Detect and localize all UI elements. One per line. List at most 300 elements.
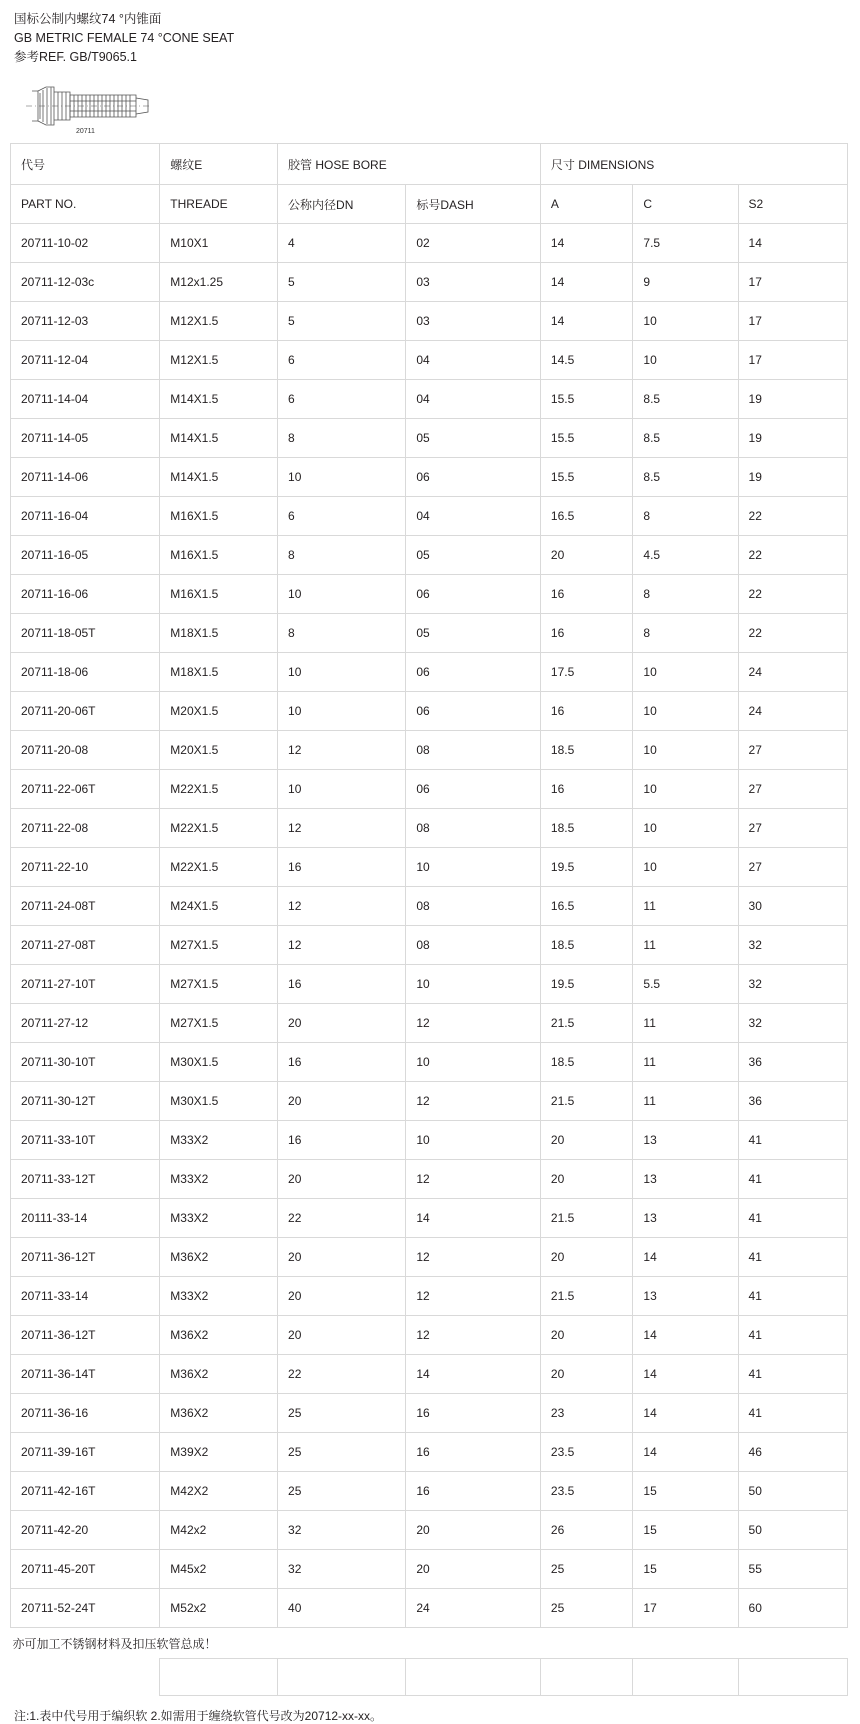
- table-row: [11, 614, 848, 653]
- title-block: [10, 10, 850, 67]
- cell-s2: 32: [738, 1004, 847, 1043]
- cell-part-no: 20711-30-12T: [11, 1082, 160, 1121]
- table-note-row: [11, 1628, 848, 1659]
- cell-a: 15.5: [540, 380, 633, 419]
- header-dash: 标号DASH: [406, 185, 541, 224]
- cell-dash: 05: [406, 536, 541, 575]
- cell-a: 15.5: [540, 458, 633, 497]
- cell-a: 20: [540, 1238, 633, 1277]
- cell-c: 8.5: [633, 380, 738, 419]
- cell-c: 14: [633, 1355, 738, 1394]
- cell-part-no: 20711-36-12T: [11, 1238, 160, 1277]
- cell-thread: M33X2: [160, 1199, 278, 1238]
- cell-part-no: 20711-22-08: [11, 809, 160, 848]
- cell-a: 21.5: [540, 1004, 633, 1043]
- cell-thread: M10X1: [160, 224, 278, 263]
- cell-thread: M33X2: [160, 1160, 278, 1199]
- cell-dash: 24: [406, 1589, 541, 1628]
- cell-dn: 20: [278, 1316, 406, 1355]
- cell-dash: 06: [406, 653, 541, 692]
- fitting-drawing: [10, 67, 850, 139]
- cell-part-no: 20711-10-02: [11, 224, 160, 263]
- cell-part-no: 20711-22-06T: [11, 770, 160, 809]
- empty-cell: [738, 1628, 847, 1659]
- cell-c: 8.5: [633, 458, 738, 497]
- cell-thread: M22X1.5: [160, 809, 278, 848]
- cell-s2: 24: [738, 692, 847, 731]
- cell-c: 4.5: [633, 536, 738, 575]
- empty-cell: [540, 1628, 633, 1659]
- cell-part-no: 20711-22-10: [11, 848, 160, 887]
- table-row: [11, 224, 848, 263]
- cell-a: 20: [540, 1121, 633, 1160]
- table-row: [11, 497, 848, 536]
- cell-c: 14: [633, 1238, 738, 1277]
- cell-thread: M14X1.5: [160, 380, 278, 419]
- cell-dn: 25: [278, 1394, 406, 1433]
- cell-thread: M33X2: [160, 1121, 278, 1160]
- cell-dash: 05: [406, 419, 541, 458]
- cell-s2: 50: [738, 1511, 847, 1550]
- cell-dash: 12: [406, 1160, 541, 1199]
- cell-a: 17.5: [540, 653, 633, 692]
- cell-s2: 22: [738, 614, 847, 653]
- header-thread-group: 螺纹E: [160, 144, 278, 185]
- cell-s2: 22: [738, 575, 847, 614]
- cell-dash: 16: [406, 1394, 541, 1433]
- cell-a: 20: [540, 1316, 633, 1355]
- cell-c: 10: [633, 653, 738, 692]
- cell-part-no: 20711-27-12: [11, 1004, 160, 1043]
- cell-thread: M12X1.5: [160, 302, 278, 341]
- cell-part-no: 20711-42-16T: [11, 1472, 160, 1511]
- cell-thread: M33X2: [160, 1277, 278, 1316]
- table-row: [11, 1238, 848, 1277]
- cell-part-no: 20711-36-16: [11, 1394, 160, 1433]
- cell-c: 10: [633, 809, 738, 848]
- cell-dn: 20: [278, 1238, 406, 1277]
- cell-dn: 20: [278, 1277, 406, 1316]
- cell-dn: 8: [278, 614, 406, 653]
- cell-dn: 20: [278, 1082, 406, 1121]
- table-row: [11, 653, 848, 692]
- cell-part-no: 20711-33-10T: [11, 1121, 160, 1160]
- cell-dn: 5: [278, 263, 406, 302]
- cell-part-no: 20711-27-10T: [11, 965, 160, 1004]
- cell-part-no: 20711-14-06: [11, 458, 160, 497]
- cell-dash: 10: [406, 848, 541, 887]
- cell-a: 19.5: [540, 965, 633, 1004]
- cell-dn: 10: [278, 458, 406, 497]
- cell-part-no: 20711-39-16T: [11, 1433, 160, 1472]
- table-row: [11, 302, 848, 341]
- cell-dn: 6: [278, 341, 406, 380]
- cell-a: 16.5: [540, 887, 633, 926]
- figure-label: 20711: [76, 128, 95, 135]
- cell-c: 10: [633, 302, 738, 341]
- cell-a: 14.5: [540, 341, 633, 380]
- cell-a: 18.5: [540, 1043, 633, 1082]
- table-row: [11, 1121, 848, 1160]
- cell-c: 13: [633, 1277, 738, 1316]
- cell-thread: M16X1.5: [160, 497, 278, 536]
- cell-thread: M18X1.5: [160, 614, 278, 653]
- cell-thread: M30X1.5: [160, 1043, 278, 1082]
- cell-s2: 55: [738, 1550, 847, 1589]
- cell-c: 11: [633, 1043, 738, 1082]
- table-row: [11, 1277, 848, 1316]
- cell-dash: 10: [406, 1043, 541, 1082]
- cell-dash: 10: [406, 1121, 541, 1160]
- header-a: A: [540, 185, 633, 224]
- cell-dn: 20: [278, 1004, 406, 1043]
- cell-s2: 46: [738, 1433, 847, 1472]
- cell-s2: 36: [738, 1043, 847, 1082]
- cell-c: 11: [633, 887, 738, 926]
- table-row: [11, 731, 848, 770]
- table-row: [11, 1589, 848, 1628]
- cell-c: 10: [633, 341, 738, 380]
- table-row: [11, 1199, 848, 1238]
- cell-a: 14: [540, 224, 633, 263]
- cell-thread: M20X1.5: [160, 692, 278, 731]
- cell-c: 14: [633, 1394, 738, 1433]
- empty-cell: [278, 1628, 406, 1659]
- cell-c: 8.5: [633, 419, 738, 458]
- table-blank-row: [11, 1659, 848, 1696]
- cell-dash: 03: [406, 263, 541, 302]
- cell-thread: M18X1.5: [160, 653, 278, 692]
- cell-s2: 50: [738, 1472, 847, 1511]
- cell-thread: M12x1.25: [160, 263, 278, 302]
- reference-standard: 参考REF. GB/T9065.1: [14, 50, 137, 64]
- cell-dash: 16: [406, 1433, 541, 1472]
- cell-thread: M36X2: [160, 1238, 278, 1277]
- cell-thread: M39X2: [160, 1433, 278, 1472]
- cell-dn: 16: [278, 1043, 406, 1082]
- cell-a: 25: [540, 1550, 633, 1589]
- cell-dn: 5: [278, 302, 406, 341]
- cell-dn: 10: [278, 653, 406, 692]
- table-row: [11, 1433, 848, 1472]
- header-hose-bore-group: 胶管 HOSE BORE: [278, 144, 541, 185]
- cell-c: 15: [633, 1550, 738, 1589]
- empty-cell: [633, 1628, 738, 1659]
- cell-thread: M36X2: [160, 1355, 278, 1394]
- cell-part-no: 20711-12-03c: [11, 263, 160, 302]
- cell-c: 17: [633, 1589, 738, 1628]
- table-row: [11, 575, 848, 614]
- cell-c: 10: [633, 848, 738, 887]
- cell-thread: M27X1.5: [160, 926, 278, 965]
- cell-s2: 27: [738, 848, 847, 887]
- cell-c: 15: [633, 1472, 738, 1511]
- cell-c: 11: [633, 1082, 738, 1121]
- cell-dn: 12: [278, 887, 406, 926]
- cell-thread: M24X1.5: [160, 887, 278, 926]
- cell-c: 13: [633, 1160, 738, 1199]
- cell-a: 18.5: [540, 731, 633, 770]
- cell-s2: 17: [738, 263, 847, 302]
- table-row: [11, 1394, 848, 1433]
- fitting-diagram-icon: [24, 75, 154, 137]
- cell-c: 9: [633, 263, 738, 302]
- cell-s2: 41: [738, 1121, 847, 1160]
- cell-c: 11: [633, 1004, 738, 1043]
- cell-dash: 12: [406, 1004, 541, 1043]
- cell-dash: 12: [406, 1316, 541, 1355]
- cell-dash: 08: [406, 731, 541, 770]
- title-cn: 国标公制内螺纹74 °内锥面: [14, 12, 162, 26]
- header-dn: 公称内径DN: [278, 185, 406, 224]
- cell-c: 14: [633, 1316, 738, 1355]
- header-part-no: PART NO.: [11, 185, 160, 224]
- table-row: [11, 1043, 848, 1082]
- cell-dn: 20: [278, 1160, 406, 1199]
- table-row: [11, 1550, 848, 1589]
- cell-a: 16: [540, 575, 633, 614]
- cell-thread: M16X1.5: [160, 575, 278, 614]
- cell-thread: M22X1.5: [160, 848, 278, 887]
- cell-a: 25: [540, 1589, 633, 1628]
- cell-c: 11: [633, 926, 738, 965]
- cell-part-no: 20711-12-04: [11, 341, 160, 380]
- cell-dn: 12: [278, 926, 406, 965]
- cell-s2: 17: [738, 341, 847, 380]
- table-row: [11, 965, 848, 1004]
- cell-c: 10: [633, 731, 738, 770]
- cell-part-no: 20711-30-10T: [11, 1043, 160, 1082]
- cell-a: 18.5: [540, 926, 633, 965]
- cell-thread: M14X1.5: [160, 458, 278, 497]
- table-row: [11, 536, 848, 575]
- cell-s2: 19: [738, 380, 847, 419]
- cell-thread: M14X1.5: [160, 419, 278, 458]
- cell-a: 15.5: [540, 419, 633, 458]
- table-row: [11, 1511, 848, 1550]
- cell-dash: 05: [406, 614, 541, 653]
- specification-table: [10, 143, 848, 1696]
- cell-dash: 02: [406, 224, 541, 263]
- cell-dash: 10: [406, 965, 541, 1004]
- cell-part-no: 20711-14-04: [11, 380, 160, 419]
- cell-part-no: 20711-16-05: [11, 536, 160, 575]
- cell-s2: 41: [738, 1238, 847, 1277]
- cell-dash: 20: [406, 1511, 541, 1550]
- cell-s2: 30: [738, 887, 847, 926]
- header-part-group: 代号: [11, 144, 160, 185]
- cell-dash: 12: [406, 1238, 541, 1277]
- cell-dash: 04: [406, 380, 541, 419]
- cell-a: 23: [540, 1394, 633, 1433]
- cell-dash: 20: [406, 1550, 541, 1589]
- table-row: [11, 1355, 848, 1394]
- cell-s2: 27: [738, 731, 847, 770]
- cell-s2: 19: [738, 419, 847, 458]
- table-row: [11, 809, 848, 848]
- cell-s2: 41: [738, 1394, 847, 1433]
- cell-a: 21.5: [540, 1199, 633, 1238]
- cell-c: 10: [633, 692, 738, 731]
- table-sub-header-row: [11, 185, 848, 224]
- cell-s2: 19: [738, 458, 847, 497]
- cell-s2: 41: [738, 1277, 847, 1316]
- empty-cell: [160, 1659, 278, 1696]
- cell-a: 21.5: [540, 1082, 633, 1121]
- cell-a: 20: [540, 1160, 633, 1199]
- cell-s2: 36: [738, 1082, 847, 1121]
- cell-thread: M27X1.5: [160, 1004, 278, 1043]
- cell-part-no: 20711-33-12T: [11, 1160, 160, 1199]
- cell-s2: 22: [738, 497, 847, 536]
- cell-dash: 06: [406, 770, 541, 809]
- cell-dn: 4: [278, 224, 406, 263]
- cell-s2: 14: [738, 224, 847, 263]
- cell-dash: 08: [406, 887, 541, 926]
- cell-a: 16: [540, 770, 633, 809]
- cell-dash: 08: [406, 809, 541, 848]
- cell-thread: M52x2: [160, 1589, 278, 1628]
- table-row: [11, 1082, 848, 1121]
- empty-cell: [278, 1659, 406, 1696]
- cell-dash: 04: [406, 497, 541, 536]
- cell-dn: 8: [278, 536, 406, 575]
- table-row: [11, 1004, 848, 1043]
- cell-a: 14: [540, 302, 633, 341]
- cell-dn: 25: [278, 1472, 406, 1511]
- cell-dash: 12: [406, 1277, 541, 1316]
- table-row: [11, 926, 848, 965]
- cell-part-no: 20711-33-14: [11, 1277, 160, 1316]
- cell-part-no: 20711-52-24T: [11, 1589, 160, 1628]
- empty-cell: [406, 1628, 541, 1659]
- cell-s2: 27: [738, 809, 847, 848]
- table-row: [11, 380, 848, 419]
- cell-part-no: 20711-24-08T: [11, 887, 160, 926]
- cell-thread: M22X1.5: [160, 770, 278, 809]
- cell-a: 23.5: [540, 1433, 633, 1472]
- cell-dn: 32: [278, 1511, 406, 1550]
- table-row: [11, 848, 848, 887]
- table-row: [11, 887, 848, 926]
- cell-dash: 06: [406, 458, 541, 497]
- empty-cell: [11, 1659, 160, 1696]
- cell-part-no: 20711-18-06: [11, 653, 160, 692]
- cell-part-no: 20711-16-06: [11, 575, 160, 614]
- cell-part-no: 20711-18-05T: [11, 614, 160, 653]
- cell-a: 16.5: [540, 497, 633, 536]
- table-row: [11, 692, 848, 731]
- empty-cell: [406, 1659, 541, 1696]
- cell-dn: 16: [278, 965, 406, 1004]
- header-c: C: [633, 185, 738, 224]
- cell-s2: 24: [738, 653, 847, 692]
- cell-s2: 17: [738, 302, 847, 341]
- cell-dn: 12: [278, 809, 406, 848]
- cell-dn: 10: [278, 575, 406, 614]
- cell-s2: 41: [738, 1160, 847, 1199]
- cell-dn: 12: [278, 731, 406, 770]
- cell-thread: M42x2: [160, 1511, 278, 1550]
- cell-dn: 10: [278, 770, 406, 809]
- header-s2: S2: [738, 185, 847, 224]
- cell-a: 26: [540, 1511, 633, 1550]
- cell-dn: 22: [278, 1199, 406, 1238]
- cell-thread: M27X1.5: [160, 965, 278, 1004]
- cell-thread: M20X1.5: [160, 731, 278, 770]
- cell-part-no: 20711-14-05: [11, 419, 160, 458]
- cell-c: 14: [633, 1433, 738, 1472]
- table-row: [11, 1160, 848, 1199]
- cell-c: 8: [633, 575, 738, 614]
- cell-c: 13: [633, 1121, 738, 1160]
- cell-c: 7.5: [633, 224, 738, 263]
- cell-dn: 16: [278, 848, 406, 887]
- header-thread: THREADE: [160, 185, 278, 224]
- cell-thread: M12X1.5: [160, 341, 278, 380]
- cell-dn: 40: [278, 1589, 406, 1628]
- cell-thread: M42X2: [160, 1472, 278, 1511]
- cell-dash: 14: [406, 1355, 541, 1394]
- cell-dash: 06: [406, 575, 541, 614]
- cell-dn: 6: [278, 497, 406, 536]
- table-row: [11, 1472, 848, 1511]
- table-row: [11, 1316, 848, 1355]
- table-row: [11, 341, 848, 380]
- cell-s2: 41: [738, 1199, 847, 1238]
- cell-c: 15: [633, 1511, 738, 1550]
- stainless-note: 亦可加工不锈钢材料及扣压软管总成！: [12, 1636, 217, 1651]
- cell-a: 14: [540, 263, 633, 302]
- cell-part-no: 20711-20-06T: [11, 692, 160, 731]
- cell-a: 20: [540, 1355, 633, 1394]
- cell-a: 18.5: [540, 809, 633, 848]
- cell-part-no: 20711-20-08: [11, 731, 160, 770]
- cell-dn: 32: [278, 1550, 406, 1589]
- cell-part-no: 20711-36-12T: [11, 1316, 160, 1355]
- cell-part-no: 20711-45-20T: [11, 1550, 160, 1589]
- cell-thread: M16X1.5: [160, 536, 278, 575]
- cell-thread: M36X2: [160, 1316, 278, 1355]
- cell-part-no: 20111-33-14: [11, 1199, 160, 1238]
- cell-dn: 10: [278, 692, 406, 731]
- cell-dn: 8: [278, 419, 406, 458]
- cell-thread: M36X2: [160, 1394, 278, 1433]
- empty-cell: [633, 1659, 738, 1696]
- cell-dash: 14: [406, 1199, 541, 1238]
- cell-a: 19.5: [540, 848, 633, 887]
- cell-part-no: 20711-42-20: [11, 1511, 160, 1550]
- cell-c: 5.5: [633, 965, 738, 1004]
- cell-dash: 03: [406, 302, 541, 341]
- cell-dash: 04: [406, 341, 541, 380]
- cell-part-no: 20711-16-04: [11, 497, 160, 536]
- cell-dash: 06: [406, 692, 541, 731]
- table-row: [11, 770, 848, 809]
- empty-cell: [540, 1659, 633, 1696]
- empty-cell: [738, 1659, 847, 1696]
- cell-part-no: 20711-12-03: [11, 302, 160, 341]
- cell-dn: 25: [278, 1433, 406, 1472]
- cell-dn: 16: [278, 1121, 406, 1160]
- header-dimensions-group: 尺寸 DIMENSIONS: [540, 144, 847, 185]
- cell-c: 10: [633, 770, 738, 809]
- cell-s2: 32: [738, 926, 847, 965]
- cell-s2: 41: [738, 1316, 847, 1355]
- cell-dash: 16: [406, 1472, 541, 1511]
- cell-a: 21.5: [540, 1277, 633, 1316]
- cell-a: 20: [540, 536, 633, 575]
